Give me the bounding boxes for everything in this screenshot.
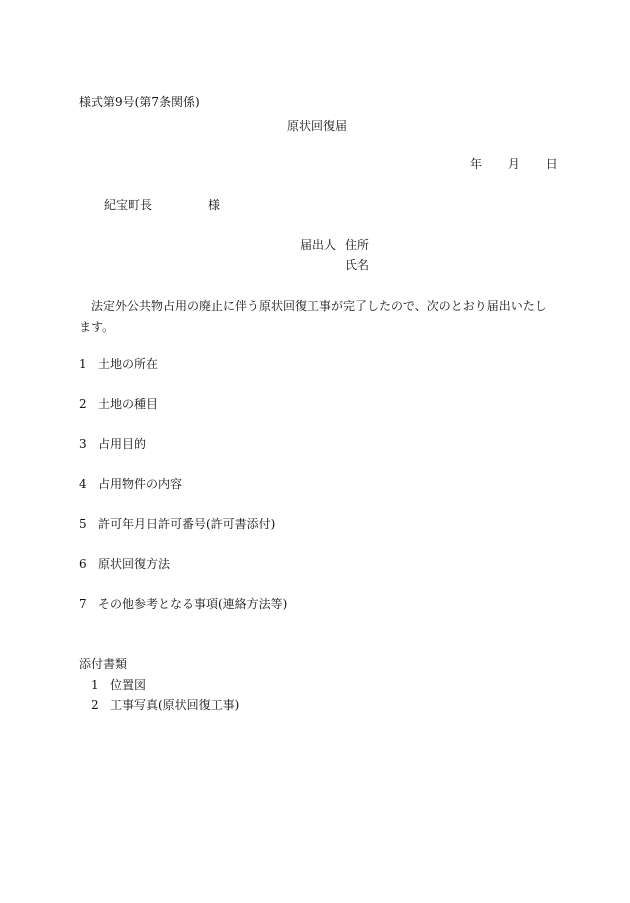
item-label: 土地の所在 (98, 357, 159, 371)
attachment-number: 1 (91, 678, 99, 692)
item-label: 占用物件の内容 (98, 477, 183, 491)
attachment-item (91, 699, 239, 711)
item-label: 許可年月日許可番号(許可書添付) (98, 517, 276, 531)
item-number: 6 (79, 557, 87, 571)
notifier-name-label: 氏名 (345, 258, 370, 272)
attachment-label: 工事写真(原状回復工事) (110, 698, 240, 712)
date-year-label: 年 (470, 157, 483, 171)
date-month-label: 月 (507, 157, 520, 171)
numbered-item (79, 438, 146, 450)
item-number: 1 (79, 357, 87, 371)
attachments-title: 添付書類 (79, 657, 128, 671)
item-label: 土地の種目 (98, 397, 159, 411)
attachment-label: 位置図 (110, 678, 147, 692)
item-number: 4 (79, 477, 87, 491)
numbered-item (79, 478, 182, 490)
date-day-label: 日 (545, 157, 558, 171)
notification-body: 法定外公共物占用の廃止に伴う原状回復工事が完了したので、次のとおり届出いたします。 (79, 299, 547, 334)
item-number: 3 (79, 437, 87, 451)
item-label: その他参考となる事項(連絡方法等) (98, 597, 288, 611)
addressee-name: 紀宝町長 (104, 198, 153, 212)
numbered-item (79, 518, 275, 530)
item-number: 2 (79, 397, 87, 411)
notifier-address-label: 住所 (345, 238, 370, 252)
attachment-number: 2 (91, 698, 99, 712)
numbered-item (79, 358, 158, 370)
attachment-item (91, 679, 146, 691)
numbered-item (79, 598, 287, 610)
numbered-item (79, 558, 170, 570)
item-number: 7 (79, 597, 87, 611)
item-label: 原状回復方法 (98, 557, 171, 571)
item-label: 占用目的 (98, 437, 147, 451)
notifier-label: 届出人 (300, 238, 337, 252)
form-number: 様式第9号(第7条関係) (79, 95, 200, 109)
addressee-honorific: 様 (208, 198, 221, 212)
numbered-item (79, 398, 158, 410)
item-number: 5 (79, 517, 87, 531)
date-line (470, 158, 558, 170)
document-title: 原状回復届 (287, 119, 348, 133)
